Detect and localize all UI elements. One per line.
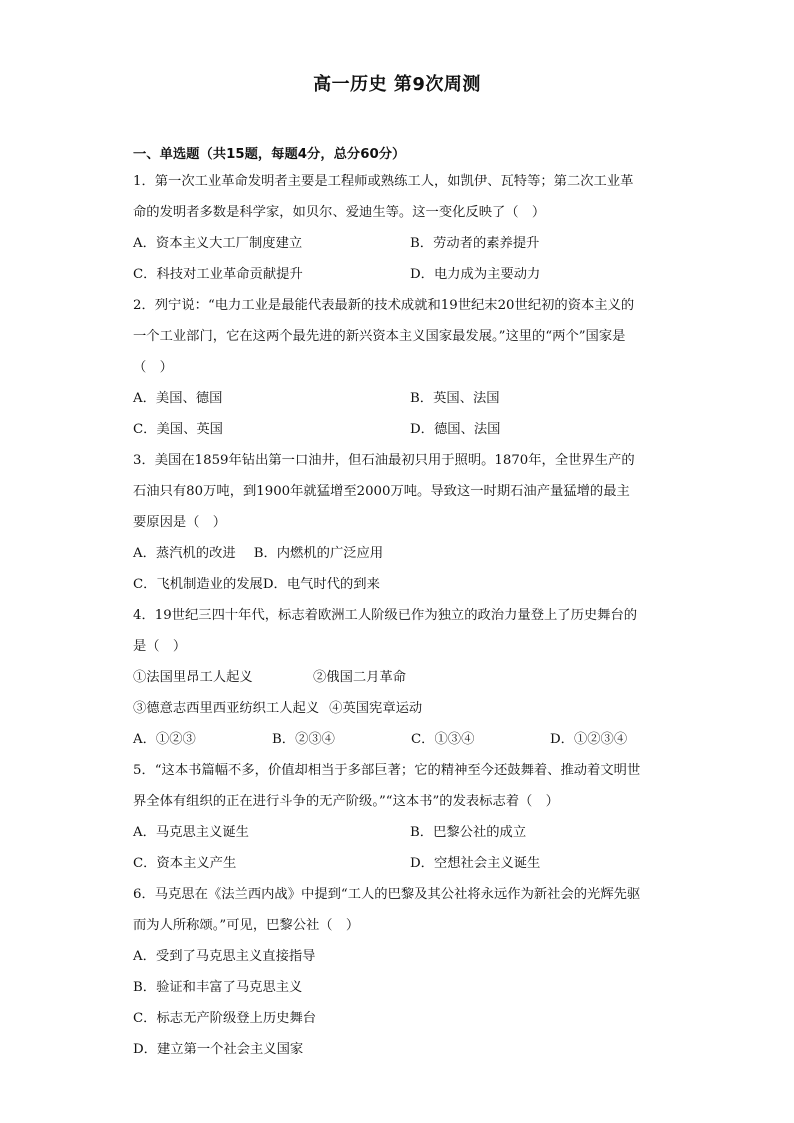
option-a[interactable]: A．①②③: [133, 732, 196, 747]
option-a[interactable]: A．美国、德国: [133, 391, 223, 406]
option-d[interactable]: D．建立第一个社会主义国家: [133, 1042, 304, 1057]
option-a[interactable]: A．马克思主义诞生: [133, 825, 249, 840]
option-d[interactable]: D．德国、法国: [410, 422, 501, 437]
options-row: [133, 538, 663, 569]
options-row: [133, 414, 663, 445]
question-text-line: 6．马克思在《法兰西内战》中提到“工人的巴黎及其公社将永远作为新社会的光辉先驱: [133, 887, 641, 902]
question-5: [133, 755, 663, 879]
option-a[interactable]: A．蒸汽机的改进: [133, 546, 236, 561]
option-c[interactable]: C．①③④: [411, 732, 475, 747]
option-b[interactable]: B．内燃机的广泛应用: [253, 546, 384, 561]
statement-row: [133, 693, 663, 724]
statement-item: ④英国宪章运动: [329, 701, 423, 716]
options-row: [133, 259, 663, 290]
options-row: [133, 848, 663, 879]
question-text-line: 界全体有组织的正在进行斗争的无产阶级。”“这本书”的发表标志着（ ）: [133, 794, 559, 809]
question-text-line: 2．列宁说：“电力工业是最能代表最新的技术成就和19世纪末20世纪初的资本主义的: [133, 298, 635, 313]
question-text-line: 是（ ）: [133, 639, 187, 654]
options-row: [133, 817, 663, 848]
question-text-line: 3．美国在1859年钻出第一口油井，但石油最初只用于照明。1870年，全世界生产的: [133, 453, 635, 468]
option-c[interactable]: C．飞机制造业的发展: [133, 577, 263, 592]
option-b[interactable]: B．英国、法国: [410, 391, 500, 406]
question-text-line: 一个工业部门，它在这两个最先进的新兴资本主义国家最发展。”这里的“两个”国家是: [133, 329, 626, 344]
question-text-line: 1．第一次工业革命发明者主要是工程师或熟练工人，如凯伊、瓦特等；第二次工业革: [133, 174, 634, 189]
page-title: 高一历史 第9次周测: [313, 74, 481, 95]
question-text-line: 命的发明者多数是科学家，如贝尔、爱迪生等。这一变化反映了（ ）: [133, 205, 546, 220]
option-c[interactable]: C．标志无产阶级登上历史舞台: [133, 1011, 317, 1026]
question-3: [133, 445, 663, 600]
question-text-line: 5．“这本书篇幅不多，价值却相当于多部巨著；它的精神至今还鼓舞着、推动着文明世: [133, 763, 641, 778]
question-2: [133, 290, 663, 445]
question-text-line: 石油只有80万吨，到1900年就猛增至2000万吨。导致这一时期石油产量猛增的最主: [133, 484, 630, 499]
option-b[interactable]: B．巴黎公社的成立: [410, 825, 527, 840]
option-d[interactable]: D．电力成为主要动力: [410, 267, 541, 282]
option-a[interactable]: A．资本主义大工厂制度建立: [133, 236, 303, 251]
options-row: [133, 383, 663, 414]
option-b[interactable]: B．②③④: [272, 732, 335, 747]
question-text-line: （ ）: [133, 360, 173, 375]
question-text-line: 而为人所称颂。”可见，巴黎公社（ ）: [133, 918, 360, 933]
question-text-line: 4．19世纪三四十年代，标志着欧洲工人阶级已作为独立的政治力量登上了历史舞台的: [133, 608, 638, 623]
options-row: [133, 724, 663, 755]
question-4: [133, 600, 663, 755]
option-a[interactable]: A．受到了马克思主义直接指导: [133, 949, 316, 964]
option-d[interactable]: D．空想社会主义诞生: [410, 856, 541, 871]
statement-item: ①法国里昂工人起义: [133, 670, 253, 685]
option-c[interactable]: C．美国、英国: [133, 422, 223, 437]
exam-content: [133, 144, 663, 1065]
option-d[interactable]: D．电气时代的到来: [262, 577, 380, 592]
option-d[interactable]: D．①②③④: [550, 732, 628, 747]
question-text-line: 要原因是（ ）: [133, 515, 227, 530]
question-1: [133, 166, 663, 290]
question-6: [133, 879, 663, 1065]
option-b[interactable]: B．劳动者的素养提升: [410, 236, 540, 251]
options-row: [133, 228, 663, 259]
section-heading: 一、单选题（共15题，每题4分，总分60分）: [133, 147, 406, 162]
statement-row: [133, 662, 663, 693]
statement-item: ②俄国二月革命: [313, 670, 407, 685]
option-b[interactable]: B．验证和丰富了马克思主义: [133, 980, 303, 995]
option-c[interactable]: C．资本主义产生: [133, 856, 237, 871]
option-c[interactable]: C．科技对工业革命贡献提升: [133, 267, 303, 282]
statement-item: ③德意志西里西亚纺织工人起义: [133, 701, 320, 716]
options-row: [133, 569, 663, 600]
